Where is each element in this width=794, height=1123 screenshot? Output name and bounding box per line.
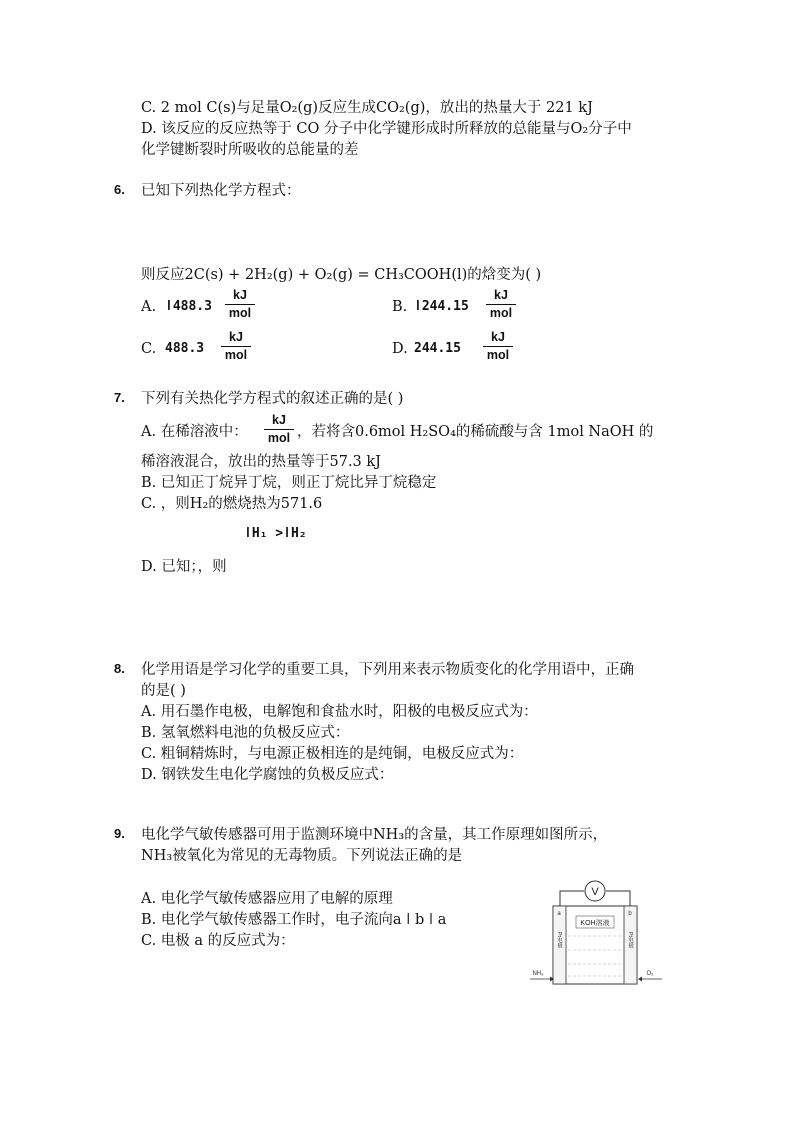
unit-denominator: mol bbox=[489, 306, 513, 320]
q8-option-d: D. 钢铁发生电化学腐蚀的负极反应式： bbox=[141, 767, 394, 783]
q7-option-a-line2: 稀溶液混合，放出的热量等于57.3 kJ bbox=[141, 454, 381, 470]
q6-option-c-unit bbox=[218, 329, 254, 364]
q9-option-c: C. 电极 a 的反应式为： bbox=[141, 933, 295, 949]
unit-numerator: kJ bbox=[494, 288, 508, 302]
q5-option-c: C. 2 mol C(s)与足量O₂(g)反应生成CO₂(g)，放出的热量大于 221 kJ bbox=[141, 100, 593, 116]
voltmeter-label: V bbox=[591, 886, 599, 898]
q5-option-d-line1: D. 该反应的反应热等于 CO 分子中化学键形成时所释放的总能量与O₂分子中 bbox=[141, 121, 632, 137]
q6-option-d-label: D. bbox=[392, 341, 408, 357]
external-wire bbox=[606, 891, 630, 906]
q7-option-c: C. ，则H₂的燃烧热为571.6 bbox=[141, 496, 323, 512]
q6-option-c-value: 488.3 bbox=[165, 341, 205, 356]
q5-option-d-line2: 化学键断裂时所吸收的总能量的差 bbox=[141, 142, 359, 158]
q7-option-a-line1-end: ，若将含0.6mol H₂SO₄的稀硫酸与含 1mol NaOH 的 bbox=[297, 424, 654, 440]
q9-number: 9. bbox=[114, 826, 125, 841]
q7-option-a-unit bbox=[261, 412, 297, 447]
q6-option-c-label: C. bbox=[141, 341, 157, 357]
q6-option-b-value: ǀ244.15 bbox=[414, 299, 469, 314]
electrode-a-label: a bbox=[557, 911, 561, 917]
solution-label: KOH溶液 bbox=[580, 920, 610, 927]
q7-stem: 下列有关热化学方程式的叙述正确的是( ) bbox=[141, 391, 404, 407]
nh3-inlet-label: NH₃ bbox=[532, 971, 544, 977]
q9-stem-line2: NH₃被氧化为常见的无毒物质。下列说法正确的是 bbox=[141, 848, 463, 864]
o2-inlet-label: O₂ bbox=[646, 971, 654, 977]
q6-option-b-label: B. bbox=[392, 299, 408, 315]
q7-option-d: D. 已知；，则 bbox=[141, 559, 227, 575]
q6-option-b-unit bbox=[483, 287, 519, 322]
q8-option-a: A. 用石墨作电极，电解饱和食盐水时，阳极的电极反应式为： bbox=[141, 704, 538, 720]
external-wire bbox=[560, 891, 584, 906]
unit-denominator: mol bbox=[267, 431, 291, 445]
left-electrode-label: Pt电极 bbox=[556, 931, 562, 949]
q6-option-a-unit bbox=[222, 287, 258, 322]
unit-numerator: kJ bbox=[491, 330, 505, 344]
q7-option-b: B. 已知正丁烷异丁烷，则正丁烷比异丁烷稳定 bbox=[141, 475, 437, 491]
q6-option-a-label: A. bbox=[141, 299, 157, 315]
q6-question: 则反应2C(s) + 2H₂(g) + O₂(g) = CH₃COOH(l)的焓变为( ) bbox=[141, 267, 542, 283]
q6-option-d-unit bbox=[480, 329, 516, 364]
unit-denominator: mol bbox=[224, 348, 248, 362]
q8-stem-line2: 的是( ) bbox=[141, 683, 186, 699]
sensor-diagram bbox=[526, 878, 666, 990]
unit-denominator: mol bbox=[228, 306, 252, 320]
q7-number: 7. bbox=[114, 390, 125, 405]
electrode-b-label: b bbox=[628, 911, 632, 917]
q7-option-a-line1-start: A. 在稀溶液中： bbox=[141, 424, 248, 440]
q6-stem: 已知下列热化学方程式： bbox=[141, 183, 301, 199]
q8-number: 8. bbox=[114, 661, 125, 676]
o2-arrow-head bbox=[638, 977, 642, 982]
q9-stem-line1: 电化学气敏传感器可用于监测环境中NH₃的含量，其工作原理如图所示， bbox=[141, 827, 608, 843]
unit-numerator: kJ bbox=[229, 330, 243, 344]
q8-option-b: B. 氢氧燃料电池的负极反应式： bbox=[141, 725, 350, 741]
q7-option-c-enthalpy-compare: ǀH₁ >ǀH₂ bbox=[244, 526, 307, 541]
q9-option-a: A. 电化学气敏传感器应用了电解的原理 bbox=[141, 891, 393, 907]
q6-option-a-value: ǀ488.3 bbox=[165, 299, 212, 314]
q9-option-b: B. 电化学气敏传感器工作时，电子流向a ǀ b ǀ a bbox=[141, 912, 447, 928]
q8-stem-line1: 化学用语是学习化学的重要工具，下列用来表示物质变化的化学用语中，正确 bbox=[141, 662, 634, 678]
q8-option-c: C. 粗铜精炼时，与电源正极相连的是纯铜，电极反应式为： bbox=[141, 746, 524, 762]
unit-numerator: kJ bbox=[233, 288, 247, 302]
unit-denominator: mol bbox=[486, 348, 510, 362]
right-electrode-label: Pt电极 bbox=[627, 931, 633, 949]
q6-option-d-value: 244.15 bbox=[414, 341, 461, 356]
unit-numerator: kJ bbox=[272, 413, 286, 427]
q6-number: 6. bbox=[114, 182, 125, 197]
